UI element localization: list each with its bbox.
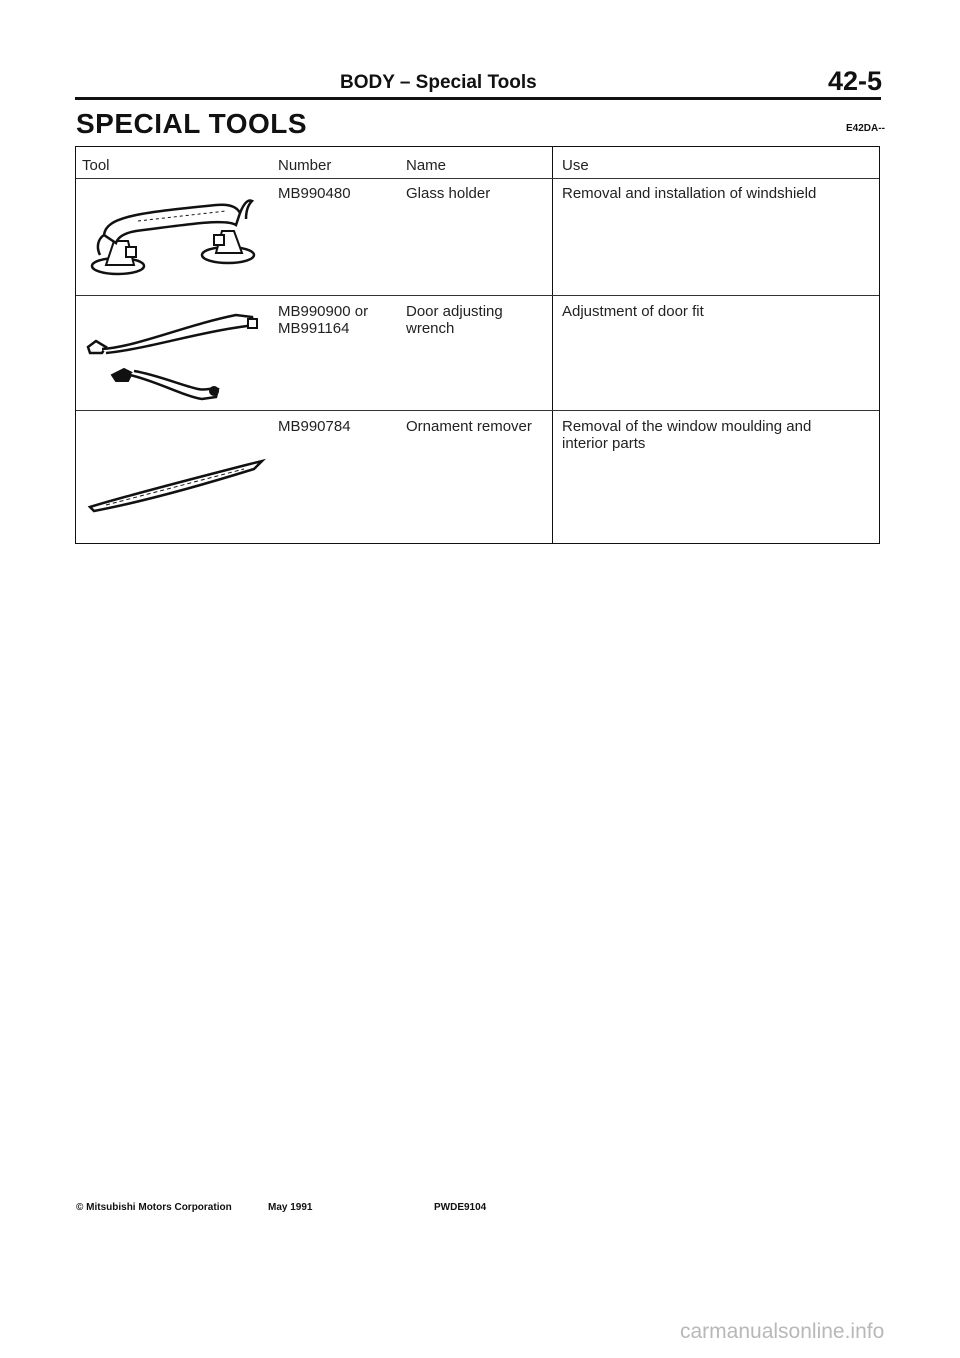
tool-number: MB990480 <box>278 185 351 202</box>
tool-name: Door adjusting <box>406 303 503 320</box>
tool-use: Removal of the window moulding and <box>562 418 812 435</box>
row-divider <box>76 410 879 411</box>
tool-use: Removal and installation of windshield <box>562 185 817 202</box>
header-row-divider <box>76 178 879 179</box>
tool-number-alt: MB991164 <box>278 320 350 337</box>
column-header-tool: Tool <box>82 157 110 174</box>
special-tools-table <box>75 146 880 544</box>
row-divider <box>76 295 879 296</box>
reference-code: E42DA-- <box>846 123 885 134</box>
column-header-number: Number <box>278 157 332 174</box>
page-number: 42-5 <box>828 66 883 96</box>
tool-name: Glass holder <box>406 185 491 202</box>
column-divider <box>552 147 553 543</box>
tool-use-cont: interior parts <box>562 435 646 452</box>
column-header-use: Use <box>562 157 589 174</box>
section-title: BODY – Special Tools <box>340 72 537 93</box>
tool-name: Ornament remover <box>406 418 532 435</box>
footer-date: May 1991 <box>268 1202 313 1213</box>
header-rule <box>75 97 881 100</box>
footer-code: PWDE9104 <box>434 1202 487 1213</box>
column-header-name: Name <box>406 157 447 174</box>
footer-copyright: © Mitsubishi Motors Corporation <box>76 1202 232 1213</box>
tool-number: MB990784 <box>278 418 351 435</box>
tool-name-cont: wrench <box>406 320 455 337</box>
tool-use: Adjustment of door fit <box>562 303 704 320</box>
page-title: SPECIAL TOOLS <box>76 108 308 139</box>
glass-holder-icon <box>76 195 266 285</box>
door-wrench-icon <box>76 307 266 407</box>
tool-number: MB990900 or <box>278 303 369 320</box>
ornament-remover-icon <box>76 447 276 517</box>
watermark: carmanualsonline.info <box>680 1320 885 1343</box>
